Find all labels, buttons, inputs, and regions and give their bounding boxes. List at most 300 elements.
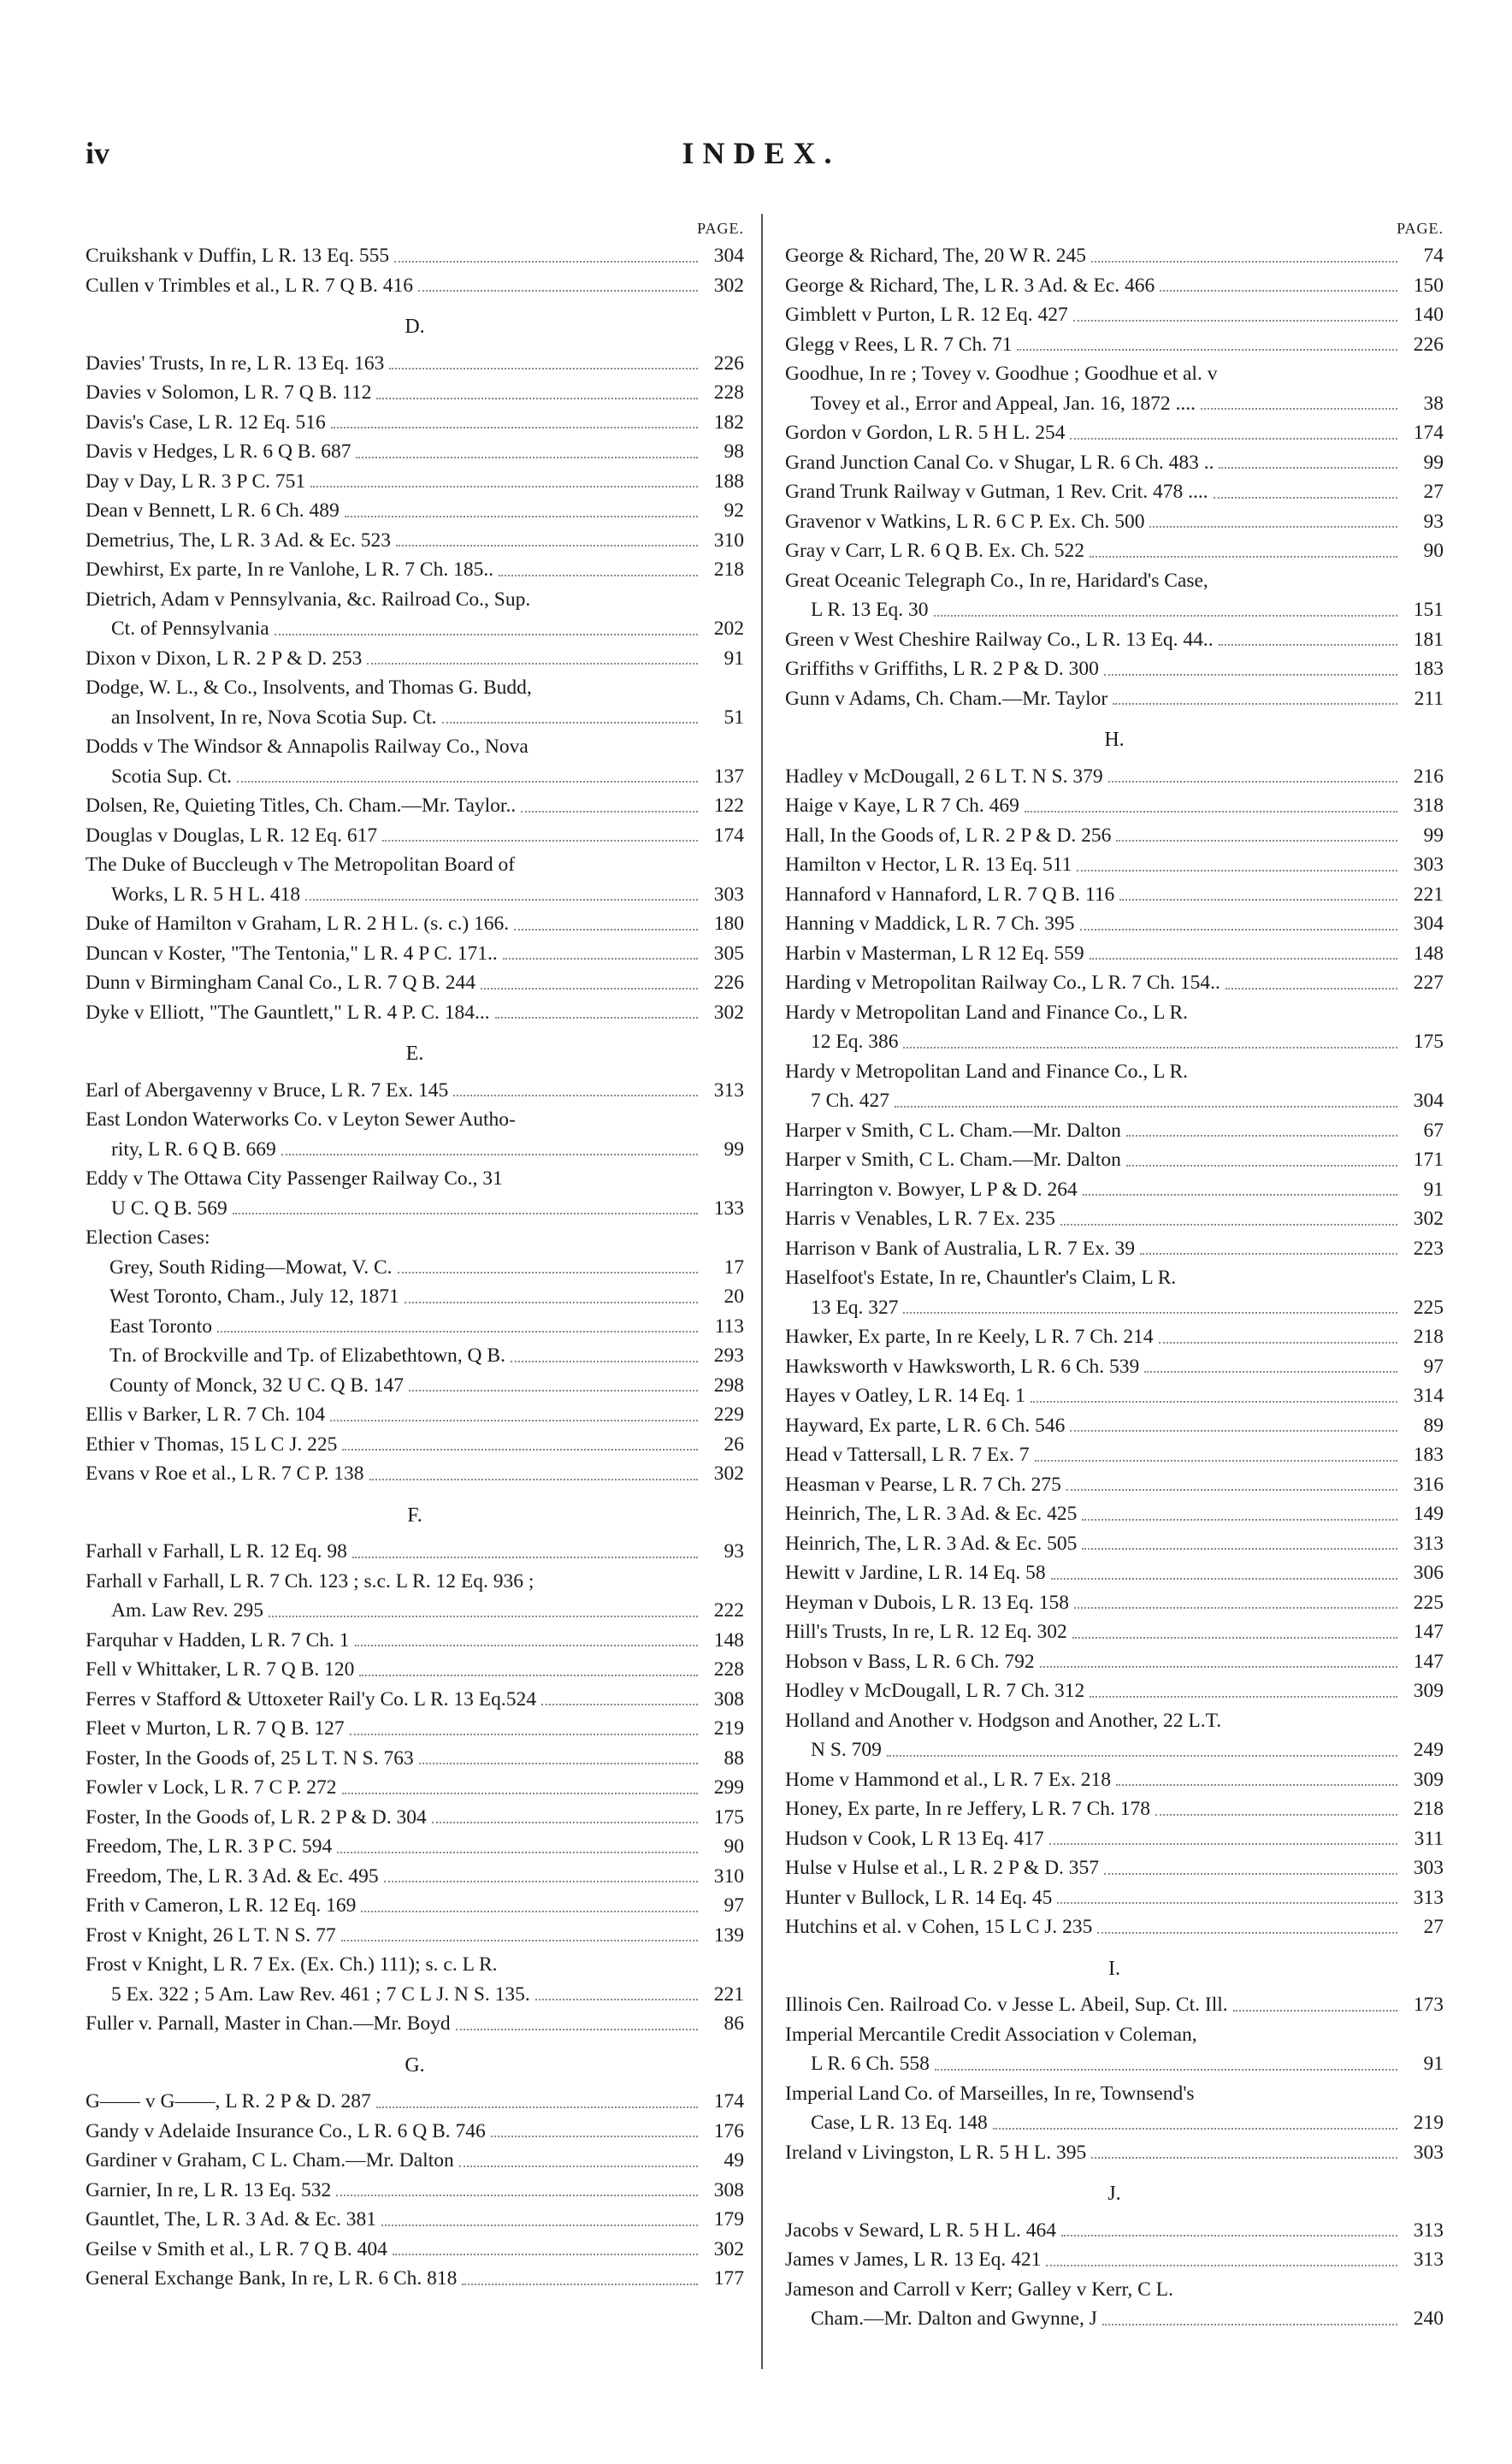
dot-leader — [394, 261, 698, 263]
dot-leader — [369, 1479, 698, 1480]
page-reference: 174 — [1413, 422, 1444, 444]
page-reference: 171 — [1413, 1149, 1444, 1171]
index-entry — [785, 1470, 1444, 1500]
page-reference: 311 — [1414, 1827, 1444, 1850]
page-reference: 173 — [1413, 1994, 1444, 2016]
index-entry — [86, 2117, 744, 2147]
case-citation: Frith v Cameron, L R. 12 Eq. 169 — [86, 1894, 357, 1917]
index-entry — [785, 1352, 1444, 1382]
dot-leader — [1060, 1224, 1397, 1226]
index-entry — [86, 2176, 744, 2206]
dot-leader — [1201, 408, 1397, 410]
index-entry-line: Imperial Mercantile Credit Association v Coleman, — [785, 2023, 1197, 2046]
case-citation: Cruikshank v Duffin, L R. 13 Eq. 555 — [86, 245, 390, 267]
page-reference: 299 — [713, 1776, 744, 1799]
case-citation: Demetrius, The, L R. 3 Ad. & Ec. 523 — [86, 529, 392, 552]
index-entry-line: Haselfoot's Estate, In re, Chauntler's Claim, L R. — [785, 1267, 1177, 1289]
dot-leader — [511, 1361, 698, 1362]
dot-leader — [367, 663, 698, 665]
index-entry — [86, 241, 744, 271]
dot-leader — [1140, 1253, 1397, 1255]
case-citation: Cham.—Mr. Dalton and Gwynne, J — [811, 2307, 1097, 2330]
index-entry-line: Goodhue, In re ; Tovey v. Goodhue ; Goodhue et al. v — [785, 363, 1218, 385]
index-entry — [785, 2245, 1444, 2275]
dot-leader — [1116, 1784, 1397, 1786]
dot-leader — [342, 1449, 698, 1451]
index-entry — [86, 496, 744, 526]
index-entry — [785, 880, 1444, 910]
index-entry — [86, 349, 744, 379]
page-reference: 139 — [713, 1923, 744, 1947]
dot-leader — [237, 781, 698, 783]
dot-leader — [352, 1557, 698, 1558]
case-citation: Davies' Trusts, In re, L R. 13 Eq. 163 — [86, 352, 385, 375]
index-entry — [785, 2108, 1444, 2138]
dot-leader — [355, 1645, 699, 1646]
dot-leader — [310, 486, 698, 487]
index-entry — [785, 1411, 1444, 1441]
dot-leader — [1040, 1666, 1397, 1668]
index-entry-line: Dodge, W. L., & Co., Insolvents, and Thomas G. Budd, — [86, 677, 532, 699]
page-reference: 113 — [714, 1315, 744, 1338]
dot-leader — [1214, 497, 1397, 499]
page-reference: 99 — [1423, 451, 1444, 474]
page-reference: 221 — [713, 1982, 744, 2006]
index-entry — [785, 1990, 1444, 2020]
page-reference: 174 — [713, 824, 744, 847]
case-citation: Dolsen, Re, Quieting Titles, Ch. Cham.—Mr. Taylor.. — [86, 795, 517, 817]
dot-leader — [1126, 1165, 1397, 1167]
case-citation: Gandy v Adelaide Insurance Co., L R. 6 Q B. 746 — [86, 2119, 486, 2142]
index-entry — [86, 1537, 744, 1567]
page-reference: 91 — [1423, 2053, 1444, 2075]
page-reference: 27 — [1423, 1916, 1444, 1938]
index-entry — [785, 300, 1444, 330]
index-entry — [785, 1853, 1444, 1883]
index-entry-line: Dietrich, Adam v Pennsylvania, &c. Railroad Co., Sup. — [86, 588, 531, 611]
dot-leader — [1083, 1194, 1397, 1196]
page-column-label: PAGE. — [697, 220, 744, 237]
case-citation: Gunn v Adams, Ch. Cham.—Mr. Taylor — [785, 687, 1108, 710]
index-entry-line: Jameson and Carroll v Kerr; Galley v Kerr, C L. — [785, 2278, 1173, 2301]
page-reference: 313 — [1413, 2248, 1444, 2271]
index-entry — [785, 536, 1444, 566]
case-citation: Jacobs v Seward, L R. 5 H L. 464 — [785, 2219, 1056, 2242]
dot-leader — [217, 1331, 698, 1332]
index-entry — [86, 1803, 744, 1833]
case-citation: Fell v Whittaker, L R. 7 Q B. 120 — [86, 1658, 355, 1681]
index-entry — [86, 762, 744, 792]
index-entry — [785, 1912, 1444, 1942]
index-entry — [86, 1459, 744, 1489]
dot-leader — [456, 2029, 698, 2030]
index-entry — [785, 909, 1444, 939]
index-entry — [785, 1529, 1444, 1559]
index-entry — [785, 1824, 1444, 1854]
dot-leader — [1090, 556, 1397, 558]
index-entry — [785, 762, 1444, 792]
case-citation: Heinrich, The, L R. 3 Ad. & Ec. 425 — [785, 1503, 1078, 1525]
case-citation: Works, L R. 5 H L. 418 — [111, 883, 301, 906]
index-entry — [86, 1194, 744, 1224]
dot-leader — [1097, 1932, 1397, 1934]
index-entry — [785, 1499, 1444, 1529]
dot-leader — [389, 368, 698, 369]
dot-leader — [281, 1154, 698, 1155]
case-citation: Harrington v. Bowyer, L P & D. 264 — [785, 1178, 1078, 1201]
page-reference: 303 — [1413, 2141, 1444, 2164]
index-entry — [86, 2264, 744, 2294]
index-entry — [86, 408, 744, 438]
case-citation: West Toronto, Cham., July 12, 1871 — [109, 1285, 399, 1308]
page-reference: 188 — [713, 470, 744, 493]
case-citation: Home v Hammond et al., L R. 7 Ex. 218 — [785, 1768, 1111, 1791]
case-citation: Haige v Kaye, L R 7 Ch. 469 — [785, 795, 1019, 817]
page-reference: 147 — [1413, 1621, 1444, 1643]
dot-leader — [1104, 674, 1397, 676]
case-citation: Hayward, Ex parte, L R. 6 Ch. 546 — [785, 1414, 1066, 1437]
page-reference: 151 — [1413, 599, 1444, 621]
dot-leader — [350, 1734, 698, 1735]
index-entry — [785, 1234, 1444, 1264]
column-divider — [761, 214, 763, 2369]
case-citation: Gimblett v Purton, L R. 12 Eq. 427 — [785, 304, 1068, 326]
index-entry — [785, 1175, 1444, 1205]
case-citation: Fleet v Murton, L R. 7 Q B. 127 — [86, 1717, 345, 1740]
page-reference: 219 — [1413, 2112, 1444, 2134]
index-entry — [785, 1086, 1444, 1116]
case-citation: Davies v Solomon, L R. 7 Q B. 112 — [86, 381, 372, 404]
dot-leader — [993, 2128, 1397, 2130]
case-citation: Hall, In the Goods of, L R. 2 P & D. 256 — [785, 824, 1112, 847]
dot-leader — [541, 1704, 698, 1705]
case-citation: L R. 6 Ch. 558 — [811, 2053, 930, 2075]
dot-leader — [331, 427, 698, 428]
case-citation: Ct. of Pennsylvania — [111, 617, 269, 640]
page-reference: 149 — [1413, 1503, 1444, 1525]
dot-leader — [521, 811, 698, 812]
index-entry — [785, 850, 1444, 880]
dot-leader — [1072, 1637, 1397, 1639]
page-reference: 304 — [713, 245, 744, 267]
index-entry-line: Hardy v Metropolitan Land and Finance Co., L R. — [785, 1060, 1188, 1083]
page-reference: 313 — [1413, 1532, 1444, 1555]
dot-leader — [1073, 320, 1397, 322]
case-citation: Tovey et al., Error and Appeal, Jan. 16, 1872 .... — [811, 392, 1196, 415]
case-citation: Farquhar v Hadden, L R. 7 Ch. 1 — [86, 1628, 350, 1652]
index-entry — [785, 1883, 1444, 1913]
case-citation: Dewhirst, Ex parte, In re Vanlohe, L R. 7 Ch. 185.. — [86, 558, 494, 581]
case-citation: Griffiths v Griffiths, L R. 2 P & D. 300 — [785, 658, 1099, 680]
page-reference: 174 — [713, 2090, 744, 2112]
case-citation: Foster, In the Goods of, L R. 2 P & D. 304 — [86, 1805, 427, 1829]
index-entry — [86, 1921, 744, 1951]
index-entry — [86, 614, 744, 644]
dot-leader — [432, 1822, 698, 1823]
case-citation: Dunn v Birmingham Canal Co., L R. 7 Q B. 244 — [86, 972, 476, 994]
index-entry — [86, 1744, 744, 1774]
dot-leader — [330, 1420, 698, 1421]
dot-leader — [1144, 1371, 1397, 1373]
dot-leader — [1025, 811, 1397, 812]
dot-leader — [1126, 1135, 1397, 1137]
case-citation: L R. 13 Eq. 30 — [811, 599, 929, 621]
index-entry — [86, 1341, 744, 1371]
index-entry — [86, 1430, 744, 1460]
index-entry — [785, 1735, 1444, 1765]
page-reference: 88 — [724, 1746, 744, 1770]
index-entry — [86, 526, 744, 556]
page-reference: 176 — [713, 2119, 744, 2142]
index-entry — [785, 389, 1444, 419]
page-reference: 313 — [1413, 2219, 1444, 2242]
dot-leader — [495, 1017, 698, 1019]
index-entry-line: Farhall v Farhall, L R. 7 Ch. 123 ; s.c. L R. 12 Eq. 936 ; — [86, 1569, 535, 1592]
dot-leader — [345, 516, 698, 517]
case-citation: Case, L R. 13 Eq. 148 — [811, 2112, 988, 2134]
case-citation: Dixon v Dixon, L R. 2 P & D. 253 — [86, 647, 363, 670]
dot-leader — [935, 2069, 1397, 2071]
index-entry — [86, 1596, 744, 1626]
index-entry — [86, 998, 744, 1028]
index-entry — [785, 968, 1444, 998]
index-entry — [86, 968, 744, 998]
index-entry-line: Frost v Knight, L R. 7 Ex. (Ex. Ch.) 111); s. c. L R. — [86, 1953, 498, 1976]
case-citation: Ethier v Thomas, 15 L C J. 225 — [86, 1433, 338, 1456]
dot-leader — [275, 634, 698, 635]
page-reference: 293 — [713, 1344, 744, 1367]
page-reference: 98 — [724, 440, 744, 463]
page-reference: 226 — [713, 972, 744, 994]
case-citation: Hayes v Oatley, L R. 14 Eq. 1 — [785, 1385, 1025, 1407]
index-entry — [785, 1794, 1444, 1824]
page-reference: 309 — [1413, 1680, 1444, 1702]
case-citation: Ellis v Barker, L R. 7 Ch. 104 — [86, 1403, 326, 1426]
case-citation: Douglas v Douglas, L R. 12 Eq. 617 — [86, 824, 378, 847]
index-entry — [785, 2138, 1444, 2168]
case-citation: Grand Trunk Railway v Gutman, 1 Rev. Crit. 478 .... — [785, 481, 1208, 503]
left-index-column — [86, 216, 744, 2294]
section-heading: E. — [405, 1043, 424, 1065]
page-header — [86, 135, 1437, 186]
section-heading: J. — [1107, 2183, 1121, 2205]
index-entry — [785, 1116, 1444, 1146]
page-reference: 302 — [1413, 1208, 1444, 1230]
dot-leader — [1226, 988, 1397, 990]
dot-leader — [481, 988, 698, 990]
page-reference: 93 — [1423, 510, 1444, 533]
case-citation: Green v West Cheshire Railway Co., L R. 13 Eq. 44.. — [785, 628, 1214, 651]
page-reference: 177 — [713, 2267, 744, 2290]
page-reference: 90 — [724, 1835, 744, 1858]
case-citation: Davis v Hedges, L R. 6 Q B. 687 — [86, 440, 351, 463]
case-citation: Hunter v Bullock, L R. 14 Eq. 45 — [785, 1886, 1053, 1909]
case-citation: Hawksworth v Hawksworth, L R. 6 Ch. 539 — [785, 1355, 1140, 1378]
dot-leader — [398, 1272, 698, 1273]
dot-leader — [1070, 438, 1397, 440]
page-reference: 218 — [1413, 1798, 1444, 1820]
dot-leader — [1091, 2157, 1397, 2159]
index-entry — [785, 684, 1444, 714]
case-citation: Hobson v Bass, L R. 6 Ch. 792 — [785, 1650, 1035, 1673]
index-entry — [86, 1312, 744, 1342]
index-entry-line: Great Oceanic Telegraph Co., In re, Haridard's Case, — [785, 569, 1208, 592]
dot-leader — [1082, 1519, 1397, 1521]
index-entry — [86, 271, 744, 301]
index-entry — [785, 821, 1444, 851]
dot-leader — [356, 457, 698, 458]
case-citation: Harper v Smith, C L. Cham.—Mr. Dalton — [785, 1149, 1121, 1171]
index-entry — [86, 555, 744, 585]
page-reference: 38 — [1423, 392, 1444, 415]
page-reference: 223 — [1413, 1237, 1444, 1260]
index-entry — [785, 1322, 1444, 1352]
page-reference: 298 — [713, 1374, 744, 1397]
page-reference: 183 — [1413, 1444, 1444, 1466]
case-citation: Hannaford v Hannaford, L R. 7 Q B. 116 — [785, 883, 1115, 906]
case-citation: Geilse v Smith et al., L R. 7 Q B. 404 — [86, 2237, 387, 2260]
right-index-column — [785, 216, 1444, 2334]
page-reference: 302 — [713, 1001, 744, 1024]
page-reference: 27 — [1423, 481, 1444, 503]
index-entry — [785, 241, 1444, 271]
dot-leader — [895, 1106, 1397, 1108]
page-reference: 302 — [713, 1462, 744, 1485]
case-citation: N S. 709 — [811, 1739, 882, 1761]
case-citation: Harding v Metropolitan Railway Co., L R. 7 Ch. 154.. — [785, 972, 1220, 994]
case-citation: Hutchins et al. v Cohen, 15 L C J. 235 — [785, 1916, 1093, 1938]
index-entry — [86, 1626, 744, 1656]
dot-leader — [342, 1793, 698, 1794]
case-citation: Hawker, Ex parte, In re Keely, L R. 7 Ch. 214 — [785, 1326, 1154, 1348]
case-citation: Hill's Trusts, In re, L R. 12 Eq. 302 — [785, 1621, 1067, 1643]
case-citation: Dean v Bennett, L R. 6 Ch. 489 — [86, 499, 340, 522]
case-citation: Grey, South Riding—Mowat, V. C. — [109, 1256, 393, 1279]
page-reference: 49 — [724, 2149, 744, 2172]
page-reference: 305 — [713, 942, 744, 965]
page-reference: 182 — [713, 411, 744, 434]
page-reference: 303 — [1413, 1857, 1444, 1879]
index-entry — [86, 1832, 744, 1862]
index-entry — [86, 2205, 744, 2235]
dot-leader — [1104, 1873, 1397, 1875]
case-citation: 12 Eq. 386 — [811, 1031, 899, 1053]
page-reference: 91 — [1423, 1178, 1444, 1201]
page-reference: 89 — [1423, 1414, 1444, 1437]
case-citation: U C. Q B. 569 — [111, 1197, 227, 1220]
page-reference: 150 — [1413, 274, 1444, 297]
case-citation: Hulse v Hulse et al., L R. 2 P & D. 357 — [785, 1857, 1100, 1879]
case-citation: Earl of Abergavenny v Bruce, L R. 7 Ex. 145 — [86, 1078, 449, 1102]
dot-leader — [1113, 703, 1397, 705]
page-reference: 249 — [1413, 1739, 1444, 1761]
case-citation: 5 Ex. 322 ; 5 Am. Law Rev. 461 ; 7 C L J. N S. 135. — [111, 1982, 530, 2006]
index-entry — [86, 821, 744, 851]
case-citation: 7 Ch. 427 — [811, 1090, 890, 1112]
dot-leader — [1046, 2265, 1397, 2266]
index-entry — [86, 1400, 744, 1430]
case-citation: Harris v Venables, L R. 7 Ex. 235 — [785, 1208, 1055, 1230]
dot-leader — [409, 1390, 698, 1392]
case-citation: Head v Tattersall, L R. 7 Ex. 7 — [785, 1444, 1030, 1466]
case-citation: County of Monck, 32 U C. Q B. 147 — [109, 1374, 405, 1397]
index-entry — [785, 1558, 1444, 1588]
index-entry — [785, 1027, 1444, 1057]
index-entry — [785, 2304, 1444, 2334]
page-reference: 227 — [1413, 972, 1444, 994]
dot-leader — [1090, 958, 1397, 960]
index-entry — [785, 418, 1444, 448]
dot-leader — [903, 1047, 1397, 1049]
page-reference: 148 — [713, 1628, 744, 1652]
index-entry — [86, 1980, 744, 2010]
case-citation: Gauntlet, The, L R. 3 Ad. & Ec. 381 — [86, 2208, 377, 2231]
dot-leader — [514, 929, 698, 931]
dot-leader — [336, 2195, 698, 2196]
dot-leader — [535, 1999, 698, 2000]
case-citation: Glegg v Rees, L R. 7 Ch. 71 — [785, 333, 1013, 356]
dot-leader — [376, 2107, 698, 2108]
page-reference: 175 — [713, 1805, 744, 1829]
page-reference: 20 — [724, 1285, 744, 1308]
section-heading: H. — [1104, 729, 1125, 751]
case-citation: Freedom, The, L R. 3 Ad. & Ec. 495 — [86, 1864, 379, 1888]
index-entry — [86, 1135, 744, 1165]
index-entry — [785, 2049, 1444, 2079]
index-entry — [86, 791, 744, 821]
page-reference: 302 — [713, 2237, 744, 2260]
page-reference: 308 — [713, 2178, 744, 2201]
case-citation: Hanning v Maddick, L R. 7 Ch. 395 — [785, 913, 1075, 935]
dot-leader — [1057, 1902, 1397, 1904]
section-heading: I. — [1108, 1957, 1120, 1980]
dot-leader — [1102, 2324, 1397, 2325]
dot-leader — [1066, 1489, 1397, 1491]
page-reference: 92 — [724, 499, 744, 522]
dot-leader — [418, 290, 698, 292]
index-entry — [785, 1145, 1444, 1175]
case-citation: George & Richard, The, L R. 3 Ad. & Ec. 466 — [785, 274, 1155, 297]
index-entry — [785, 1647, 1444, 1677]
dot-leader — [1233, 2010, 1397, 2012]
case-citation: Heasman v Pearse, L R. 7 Ch. 275 — [785, 1473, 1061, 1496]
case-citation: East Toronto — [109, 1315, 212, 1338]
page-reference: 306 — [1413, 1562, 1444, 1584]
dot-leader — [1051, 1578, 1397, 1580]
page-reference: 26 — [724, 1433, 744, 1456]
page-reference: 225 — [1413, 1296, 1444, 1319]
index-entry — [785, 595, 1444, 625]
index-entry — [86, 1685, 744, 1715]
page-reference: 225 — [1413, 1591, 1444, 1614]
case-citation: Dyke v Elliott, "The Gauntlett," L R. 4 P. C. 184... — [86, 1001, 490, 1024]
dot-leader — [1219, 644, 1397, 646]
index-entry-line: East London Waterworks Co. v Leyton Sewer Autho- — [86, 1108, 516, 1131]
page-reference: 222 — [713, 1599, 744, 1622]
index-entry — [785, 448, 1444, 478]
dot-leader — [405, 1302, 698, 1303]
dot-leader — [1149, 526, 1397, 528]
index-entry — [785, 1381, 1444, 1411]
dot-leader — [442, 722, 698, 724]
dot-leader — [359, 1675, 698, 1676]
case-citation: Farhall v Farhall, L R. 12 Eq. 98 — [86, 1540, 347, 1563]
dot-leader — [1049, 1843, 1397, 1845]
index-entry-line: Eddy v The Ottawa City Passenger Railway Co., 31 — [86, 1167, 503, 1190]
page-reference: 97 — [724, 1894, 744, 1917]
case-citation: Gravenor v Watkins, L R. 6 C P. Ex. Ch. 500 — [785, 510, 1145, 533]
index-entry — [86, 880, 744, 910]
